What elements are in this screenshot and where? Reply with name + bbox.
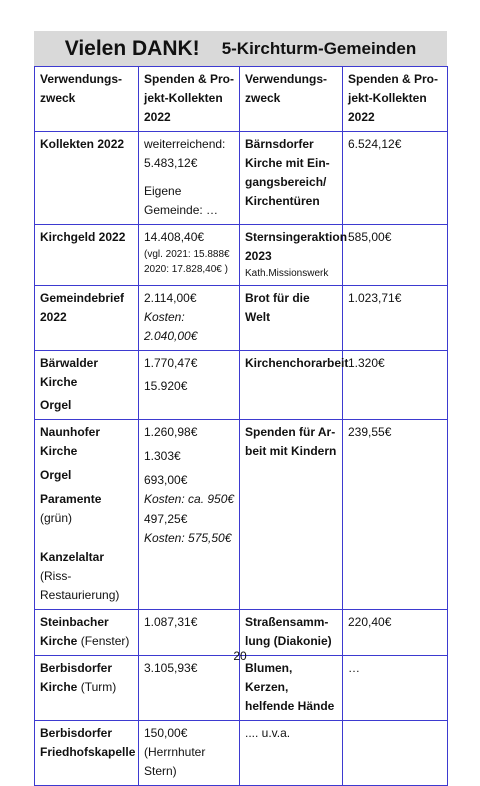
cell-purpose: .... u.v.a. <box>240 721 343 786</box>
cell-text: 1.260,98€ <box>144 425 198 439</box>
cell-text: 1.303€ <box>144 449 181 463</box>
col-header-purpose-2: Verwendungs-zweck <box>240 67 343 132</box>
donations-table <box>34 66 448 786</box>
cell-purpose: Gemeindebrief 2022 <box>35 286 139 351</box>
table-row <box>35 132 448 225</box>
cell-text: 15.920€ <box>144 379 188 393</box>
cell-amount: 1.023,71€ <box>343 286 448 351</box>
cell-purpose: Berbisdorfer Friedhofskapelle <box>35 721 139 786</box>
cell-text: (Riss-Restaurierung) <box>40 569 120 602</box>
cell-purpose: Kollekten 2022 <box>35 132 139 225</box>
cell-text: Steinbacher Kirche <box>40 615 109 648</box>
cell-amount: 1.087,31€ <box>139 610 240 656</box>
cell-amount: … <box>343 656 448 721</box>
cell-purpose: Brot für die Welt <box>240 286 343 351</box>
table-row <box>35 721 448 786</box>
col-header-purpose-1: Verwendungs-zweck <box>35 67 139 132</box>
cell-text: 693,00€ <box>144 473 188 487</box>
cell-amount: 220,40€ <box>343 610 448 656</box>
cell-purpose: Kirchgeld 2022 <box>35 225 139 286</box>
cell-note: Kath.Missionswerk <box>245 268 329 279</box>
cell-purpose <box>35 656 139 721</box>
cell-text: Paramente <box>40 492 102 506</box>
cell-purpose <box>35 351 139 420</box>
cell-purpose: Straßensamm-lung (Diakonie) <box>240 610 343 656</box>
cell-purpose: Blumen, Kerzen, helfende Hände <box>240 656 343 721</box>
cell-purpose <box>35 420 139 610</box>
cell-amount <box>139 225 240 286</box>
cell-text: weiterreichend: 5.483,12€ <box>144 137 226 170</box>
cell-text: Kanzelaltar <box>40 550 105 564</box>
page-title: Vielen DANK! <box>64 36 200 60</box>
cell-amount <box>139 721 240 786</box>
table-header-row <box>35 67 448 132</box>
table-row <box>35 225 448 286</box>
cell-purpose: Bärnsdorfer Kirche mit Ein-gangsbereich/ Kirchentüren <box>240 132 343 225</box>
col-header-amount-1: Spenden & Pro-jekt-Kollekten 2022 <box>139 67 240 132</box>
cell-text: 1.770,47€ <box>144 356 198 370</box>
cell-amount <box>139 286 240 351</box>
cell-amount <box>139 420 240 610</box>
cell-note: 2020: 17.828,40€ ) <box>144 264 228 275</box>
cell-text: 14.408,40€ <box>144 230 205 244</box>
cell-text: (Turm) <box>77 680 117 694</box>
table-row <box>35 351 448 420</box>
cell-amount <box>139 351 240 420</box>
cell-text: Bärwalder Kirche <box>40 356 99 389</box>
cell-amount: 1.320€ <box>343 351 448 420</box>
cell-text: (Fenster) <box>77 634 130 648</box>
cell-note: (vgl. 2021: 15.888€ <box>144 249 230 260</box>
cell-text: (Herrnhuter Stern) <box>144 745 206 778</box>
cell-amount: 585,00€ <box>343 225 448 286</box>
cell-amount <box>139 132 240 225</box>
cell-amount: 6.524,12€ <box>343 132 448 225</box>
cell-cost: Kosten: 2.040,00€ <box>144 310 198 343</box>
cell-text: Naunhofer Kirche <box>40 425 100 458</box>
cell-text: Eigene Gemeinde: … <box>144 184 219 217</box>
title-banner <box>34 31 447 66</box>
cell-cost: Kosten: 575,50€ <box>144 531 232 545</box>
cell-amount: 239,55€ <box>343 420 448 610</box>
cell-text: Orgel <box>40 468 72 482</box>
cell-purpose: Kirchenchorarbeit <box>240 351 343 420</box>
table-row <box>35 656 448 721</box>
cell-purpose <box>240 225 348 286</box>
cell-text: Orgel <box>40 398 72 412</box>
table-row <box>35 420 448 610</box>
cell-text: 497,25€ <box>144 512 188 526</box>
cell-text: 150,00€ <box>144 726 188 740</box>
table-row <box>35 286 448 351</box>
cell-purpose: Spenden für Ar-beit mit Kindern <box>240 420 343 610</box>
cell-text: Sternsingeraktion 2023 <box>245 230 348 263</box>
cell-amount <box>343 721 448 786</box>
page-subtitle: 5-Kirchturm-Gemeinden <box>221 38 417 58</box>
cell-text: Berbisdorfer Kirche <box>40 661 113 694</box>
page-number: 20 <box>233 649 247 663</box>
col-header-amount-2: Spenden & Pro-jekt-Kollekten 2022 <box>343 67 448 132</box>
cell-amount: 3.105,93€ <box>139 656 240 721</box>
cell-text: (grün) <box>40 511 73 525</box>
cell-text: 2.114,00€ <box>144 291 197 305</box>
cell-cost: Kosten: ca. 950€ <box>144 492 235 506</box>
